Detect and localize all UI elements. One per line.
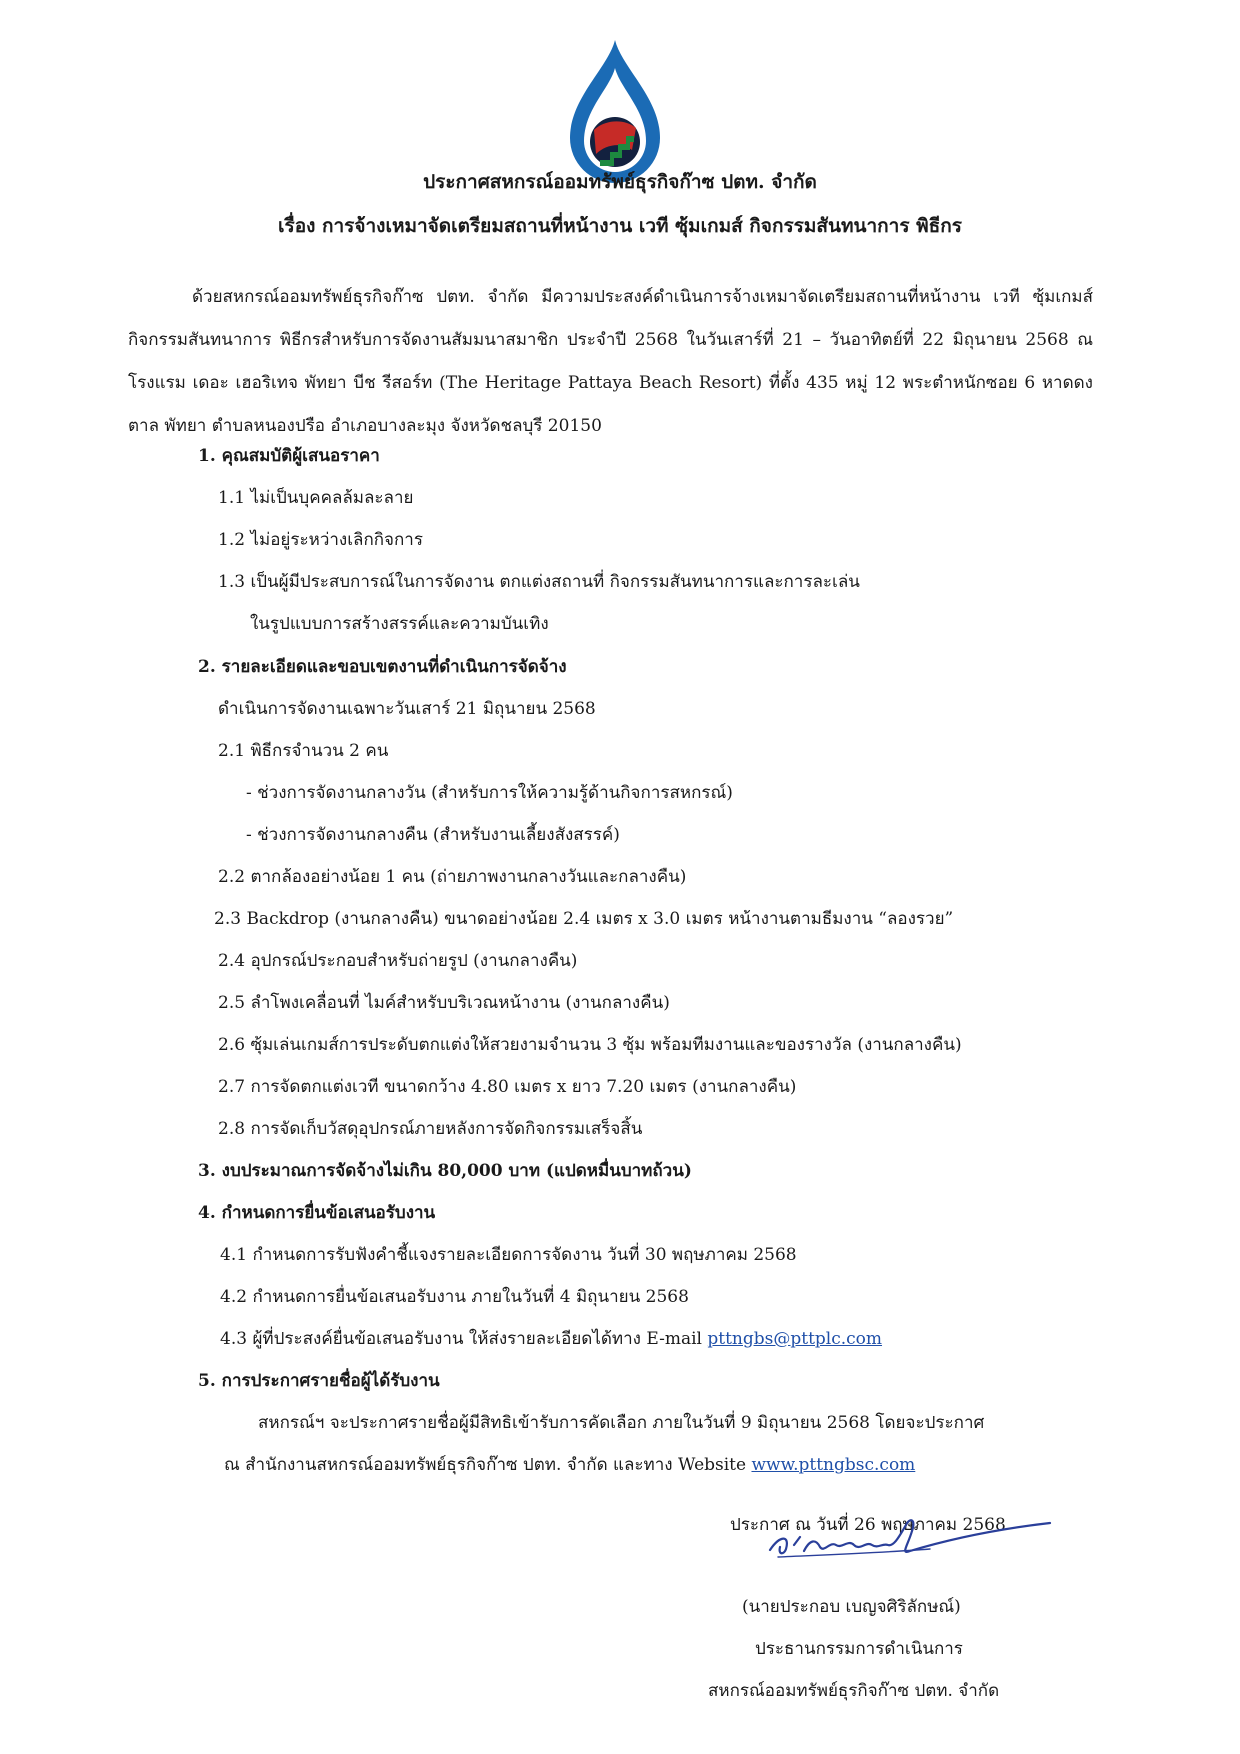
section-1-item-1: 1.1 ไม่เป็นบุคคลล้มละลาย [218,488,414,508]
section-5-line-2-text: ณ สำนักงานสหกรณ์ออมทรัพย์ธุรกิจก๊าซ ปตท. จำกัด และทาง Website [224,1455,747,1475]
section-1-heading: 1. คุณสมบัติผู้เสนอราคา [198,446,380,466]
section-2-item-2: 2.2 ตากล้องอย่างน้อย 1 คน (ถ่ายภาพงานกลางวันและกลางคืน) [218,867,687,887]
announcement-date: ประกาศ ณ วันที่ 26 พฤษภาคม 2568 [730,1515,1006,1535]
section-1-item-3-cont: ในรูปแบบการสร้างสรรค์และความบันเทิง [250,614,549,634]
document-subject: เรื่อง การจ้างเหมาจัดเตรียมสถานที่หน้างาน เวที ซุ้มเกมส์ กิจกรรมสันทนาการ พิธีกร [278,215,962,237]
section-5-line-1: สหกรณ์ฯ จะประกาศรายชื่อผู้มีสิทธิเข้ารับการคัดเลือก ภายในวันที่ 9 มิถุนายน 2568 โดยจะประกาศ [258,1413,985,1433]
section-2-item-7: 2.7 การจัดตกแต่งเวที ขนาดกว้าง 4.80 เมตร x ยาว 7.20 เมตร (งานกลางคืน) [218,1077,797,1097]
section-5-line-2 [224,1451,915,1478]
section-1-item-3: 1.3 เป็นผู้มีประสบการณ์ในการจัดงาน ตกแต่งสถานที่ กิจกรรมสันทนาการและการละเล่น [218,572,860,592]
section-2-item-3: 2.3 Backdrop (งานกลางคืน) ขนาดอย่างน้อย 2.4 เมตร x 3.0 เมตร หน้างานตามธีมงาน “ลองรวย” [214,909,954,929]
ptt-logo [560,38,670,188]
section-2-item-1: 2.1 พิธีกรจำนวน 2 คน [218,741,389,761]
section-4-item-1: 4.1 กำหนดการรับฟังคำชี้แจงรายละเอียดการจัดงาน วันที่ 30 พฤษภาคม 2568 [220,1245,797,1265]
section-2-item-8: 2.8 การจัดเก็บวัสดุอุปกรณ์ภายหลังการจัดกิจกรรมเสร็จสิ้น [218,1119,643,1139]
section-2-heading: 2. รายละเอียดและขอบเขตงานที่ดำเนินการจัดจ้าง [198,657,567,677]
signer-name: (นายประกอบ เบญจศิริลักษณ์) [742,1597,961,1617]
section-2-item-1a: - ช่วงการจัดงานกลางวัน (สำหรับการให้ความรู้ด้านกิจการสหกรณ์) [246,783,733,803]
section-2-item-6: 2.6 ซุ้มเล่นเกมส์การประดับตกแต่งให้สวยงามจำนวน 3 ซุ้ม พร้อมทีมงานและของรางวัล (งานกลางคืน) [218,1035,962,1055]
intro-paragraph [128,276,1093,448]
section-3-heading: 3. งบประมาณการจัดจ้างไม่เกิน 80,000 บาท (แปดหมื่นบาทถ้วน) [198,1161,692,1181]
signer-position: ประธานกรรมการดำเนินการ [755,1639,963,1659]
signer-organization: สหกรณ์ออมทรัพย์ธุรกิจก๊าซ ปตท. จำกัด [708,1681,1000,1701]
section-4-item-2: 4.2 กำหนดการยื่นข้อเสนอรับงาน ภายในวันที่ 4 มิถุนายน 2568 [220,1287,689,1307]
email-link[interactable]: pttngbs@pttplc.com [707,1329,883,1349]
document-title: ประกาศสหกรณ์ออมทรัพย์ธุรกิจก๊าซ ปตท. จำกัด [423,171,817,193]
signature [760,1505,1060,1565]
section-2-lead: ดำเนินการจัดงานเฉพาะวันเสาร์ 21 มิถุนายน 2568 [218,699,596,719]
section-1-item-2: 1.2 ไม่อยู่ระหว่างเลิกกิจการ [218,530,423,550]
website-link[interactable]: www.pttngbsc.com [751,1455,916,1475]
section-2-item-4: 2.4 อุปกรณ์ประกอบสำหรับถ่ายรูป (งานกลางคืน) [218,951,578,971]
section-4-item-3-text: 4.3 ผู้ที่ประสงค์ยื่นข้อเสนอรับงาน ให้ส่งรายละเอียดได้ทาง E-mail [220,1329,702,1349]
section-4-heading: 4. กำหนดการยื่นข้อเสนอรับงาน [198,1203,436,1223]
intro-text: ด้วยสหกรณ์ออมทรัพย์ธุรกิจก๊าซ ปตท. จำกัด มีความประสงค์ดำเนินการจ้างเหมาจัดเตรียมสถานที่หน้างาน เวที ซุ้มเกมส์ กิจกรรมสันทนาการ พิธีกรสำหรับการจัดงานสัมมนาสมาชิก ประจำปี 2568 ในวันเสาร์ที่ 21 – วันอาทิตย์ที่ 22 มิถุนายน 2568 ณ โรงแรม เดอะ เฮอริเทจ พัทยา บีช รีสอร์ท (The Heritage Pattaya Beach Resort) ที่ตั้ง 435 หมู่ 12 พระตำหนักซอย 6 หาดดงตาล พัทยา ตำบลหนองปรือ อำเภอบางละมุง จังหวัดชลบุรี 20150 [128,287,1093,436]
section-2-item-5: 2.5 ลำโพงเคลื่อนที่ ไมค์สำหรับบริเวณหน้างาน (งานกลางคืน) [218,993,670,1013]
section-5-heading: 5. การประกาศรายชื่อผู้ได้รับงาน [198,1371,440,1391]
section-2-item-1b: - ช่วงการจัดงานกลางคืน (สำหรับงานเลี้ยงสังสรรค์) [246,825,620,845]
section-4-item-3 [220,1325,882,1352]
